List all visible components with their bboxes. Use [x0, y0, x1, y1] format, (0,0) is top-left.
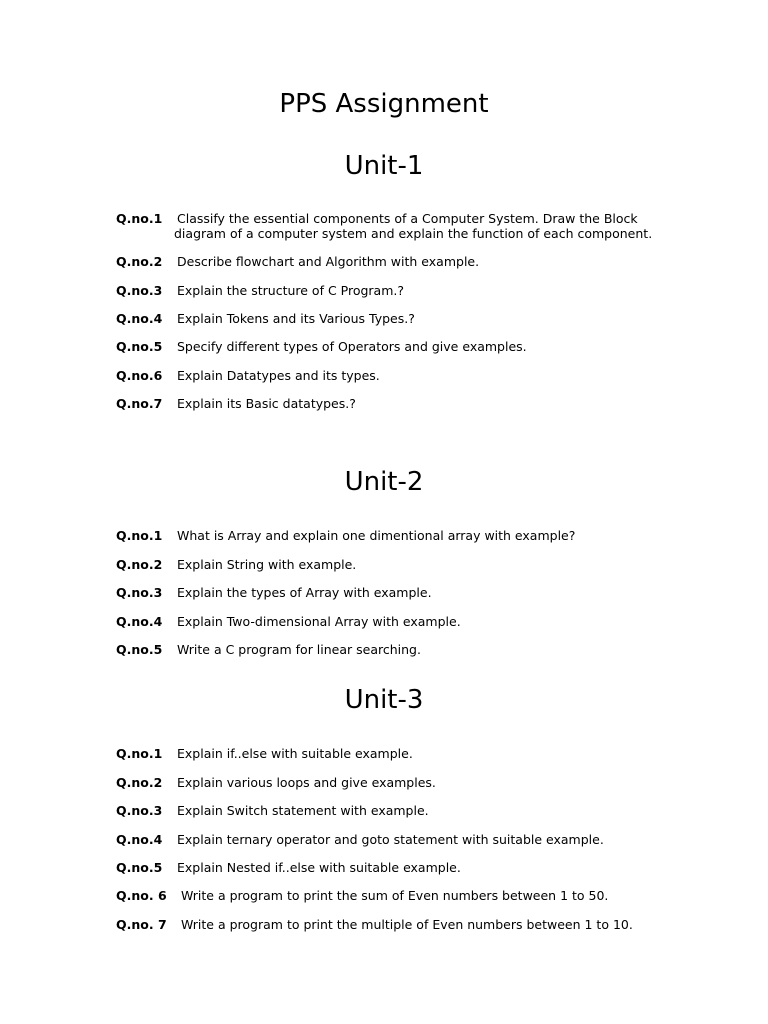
question-text: Write a program to print the multiple of Even numbers between 1 to 10.: [181, 917, 633, 932]
unit-3-question-6: [116, 888, 676, 903]
question-text: Explain its Basic datatypes.?: [177, 396, 356, 411]
question-number: Q.no.3: [116, 585, 163, 600]
unit-1-question-3: [116, 283, 676, 298]
unit-2-heading: Unit-2: [344, 467, 424, 497]
unit-3-question-3: [116, 803, 676, 818]
question-text: Explain Switch statement with example.: [177, 803, 429, 818]
unit-3-question-1: [116, 746, 676, 761]
unit-2-question-5: [116, 642, 676, 657]
unit-3-question-5: [116, 860, 676, 875]
unit-1-question-7: [116, 396, 676, 411]
question-number: Q.no. 7: [116, 917, 167, 932]
question-number: Q.no.4: [116, 311, 163, 326]
question-number: Q.no.2: [116, 254, 163, 269]
question-number: Q.no.5: [116, 642, 163, 657]
unit-2-question-2: [116, 557, 676, 572]
unit-1-question-2: [116, 254, 676, 269]
question-text: Explain Two-dimensional Array with example.: [177, 614, 461, 629]
question-number: Q.no.6: [116, 368, 163, 383]
question-number: Q.no.1: [116, 746, 163, 761]
unit-1-question-1: [116, 211, 676, 241]
question-number: Q.no.7: [116, 396, 163, 411]
question-number: Q.no.5: [116, 860, 163, 875]
unit-3-question-4: [116, 832, 676, 847]
unit-3-question-2: [116, 775, 676, 790]
unit-1-question-5: [116, 339, 676, 354]
question-text: Explain the types of Array with example.: [177, 585, 432, 600]
unit-1-heading: Unit-1: [344, 151, 424, 181]
question-text: Describe flowchart and Algorithm with example.: [177, 254, 480, 269]
question-text: Explain String with example.: [177, 557, 357, 572]
question-number: Q.no.3: [116, 283, 163, 298]
unit-1-question-6: [116, 368, 676, 383]
question-number: Q.no.1: [116, 211, 163, 226]
question-text: Explain various loops and give examples.: [177, 775, 436, 790]
question-number: Q.no.2: [116, 557, 163, 572]
unit-1-question-4: [116, 311, 676, 326]
question-text: Classify the essential components of a Computer System. Draw the Block diagram of a computer system and explain the function of each component.: [174, 211, 653, 241]
unit-2-question-3: [116, 585, 676, 600]
question-text: Write a program to print the sum of Even numbers between 1 to 50.: [181, 888, 609, 903]
question-number: Q.no.5: [116, 339, 163, 354]
question-text: Explain Tokens and its Various Types.?: [177, 311, 415, 326]
question-number: Q.no.4: [116, 614, 163, 629]
unit-3-heading: Unit-3: [344, 685, 424, 715]
question-text: Specify different types of Operators and give examples.: [177, 339, 527, 354]
question-text: Explain if..else with suitable example.: [177, 746, 413, 761]
question-number: Q.no.3: [116, 803, 163, 818]
unit-2-question-1: [116, 528, 676, 543]
question-text: What is Array and explain one dimentional array with example?: [177, 528, 576, 543]
question-number: Q.no.1: [116, 528, 163, 543]
question-text: Explain the structure of C Program.?: [177, 283, 404, 298]
question-number: Q.no.4: [116, 832, 163, 847]
question-text: Explain Datatypes and its types.: [177, 368, 380, 383]
question-number: Q.no. 6: [116, 888, 167, 903]
unit-2-question-4: [116, 614, 676, 629]
question-text: Explain ternary operator and goto statement with suitable example.: [177, 832, 604, 847]
question-number: Q.no.2: [116, 775, 163, 790]
page-title: PPS Assignment: [279, 89, 489, 119]
question-text: Write a C program for linear searching.: [177, 642, 421, 657]
question-text: Explain Nested if..else with suitable example.: [177, 860, 461, 875]
unit-3-question-7: [116, 917, 676, 932]
